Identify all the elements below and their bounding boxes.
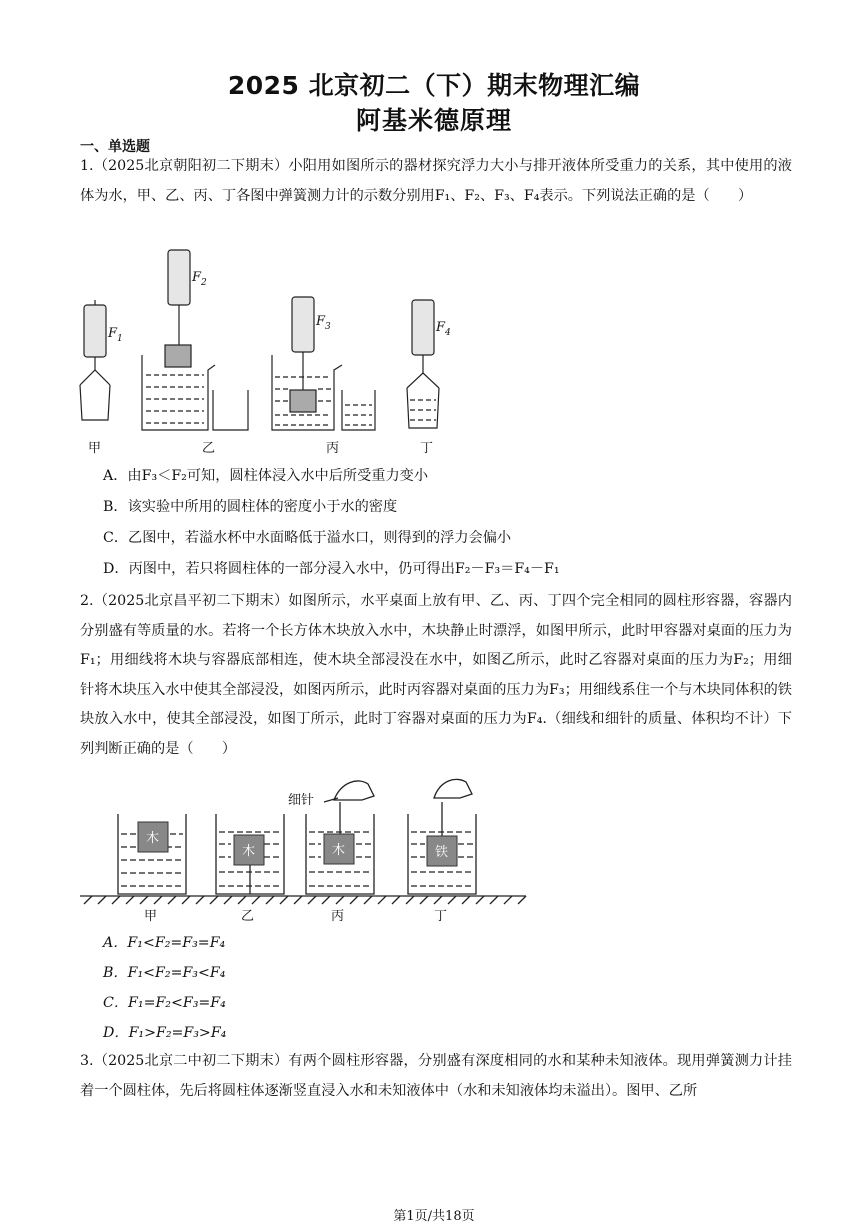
q1-option-a: A．由F₃＜F₂可知，圆柱体浸入水中后所受重力变小 [103,468,429,484]
question-1-figure [70,245,470,460]
svg-text:F3: $F_3$ [316,314,331,332]
spring-scale-ding [412,300,434,355]
cylinder-yi [165,345,191,367]
question-2-text: 2.（2025北京昌平初二下期末）如图所示，水平桌面上放有甲、乙、丙、丁四个完全相同的圆柱形容器，容器内分别盛有等质量的水。若将一个长方体木块放入水中，木块静止时漂浮，如图甲所示，此时甲容器对桌面的压力为F₁；用细线将木块与容器底部相连，使木块全部浸没在水中，如图乙所示，此时乙容器对桌面的压力为F₂；用细针将木块压入水中使其全部浸没，如图丙所示，此时丙容器对桌面的压力为F₃；用细线系住一个与木块同体积的铁块放入水中，使其全部浸没，如图丁所示，此时丁容器对桌面的压力为F₄.（细线和细针的质量、体积均不计）下列判断正确的是（ ） [80,593,792,757]
label-yi: 乙 [241,909,255,924]
q1-option-c: C．乙图中，若溢水杯中水面略低于溢水口，则得到的浮力会偏小 [103,530,512,546]
svg-text:木: 木 [146,831,160,846]
label-jia: 甲 [88,441,102,456]
label-yi: 乙 [202,441,216,456]
svg-text:木: 木 [332,843,346,858]
svg-text:铁: 铁 [435,845,449,860]
question-2-figure [76,762,536,927]
q2-option-a: A．F₁<F₂=F₃=F₄ [103,935,226,951]
label-ding: 丁 [420,441,434,456]
svg-text:F2: $F_2$ [192,270,207,288]
q2-option-c: C．F₁=F₂<F₃=F₄ [103,995,226,1011]
q1-option-b: B．该实验中所用的圆柱体的密度小于水的密度 [103,499,398,515]
label-bing: 丙 [326,441,340,456]
document-subtitle: 阿基米德原理 [355,106,512,135]
svg-text:木: 木 [242,844,256,859]
svg-text:F1: $F_1$ [108,326,123,344]
cylinder-bing [290,390,316,412]
page-footer: 第1页/共18页 [393,1209,475,1224]
spring-scale-bing [292,297,314,352]
section-heading: 一、单选题 [80,139,150,155]
q2-option-d: D．F₁>F₂=F₃>F₄ [103,1025,227,1041]
beaker-yi [213,390,248,430]
needle-label: 细针 [288,793,315,808]
document-title: 2025 北京初二（下）期末物理汇编 [227,71,641,100]
svg-text:F4: $F_4$ [436,320,451,338]
question-1-text: 1.（2025北京朝阳初二下期末）小阳用如图所示的器材探究浮力大小与排开液体所受重力的关系，其中使用的液体为水，甲、乙、丙、丁各图中弹簧测力计的示数分别用F₁、F₂、F₃、F₄表示。下列说法正确的是（ ） [80,158,792,204]
spring-scale-yi [168,250,190,305]
label-jia: 甲 [144,909,158,924]
label-bing: 丙 [331,909,345,924]
beaker-bing [342,390,375,430]
q1-option-d: D．丙图中，若只将圆柱体的一部分浸入水中，仍可得出F₂－F₃＝F₄－F₁ [103,561,560,577]
water-bucket-ding [407,388,439,428]
q2-option-b: B．F₁<F₂=F₃<F₄ [103,965,226,981]
question-3-text: 3.（2025北京二中初二下期末）有两个圆柱形容器，分别盛有深度相同的水和某种未知液体。现用弹簧测力计挂着一个圆柱体，先后将圆柱体逐渐竖直浸入水和未知液体中（水和未知液体均未溢出）。图甲、乙所 [80,1053,792,1099]
spring-scale-jia [84,305,106,357]
label-ding: 丁 [434,909,448,924]
empty-bucket-jia [80,385,110,420]
